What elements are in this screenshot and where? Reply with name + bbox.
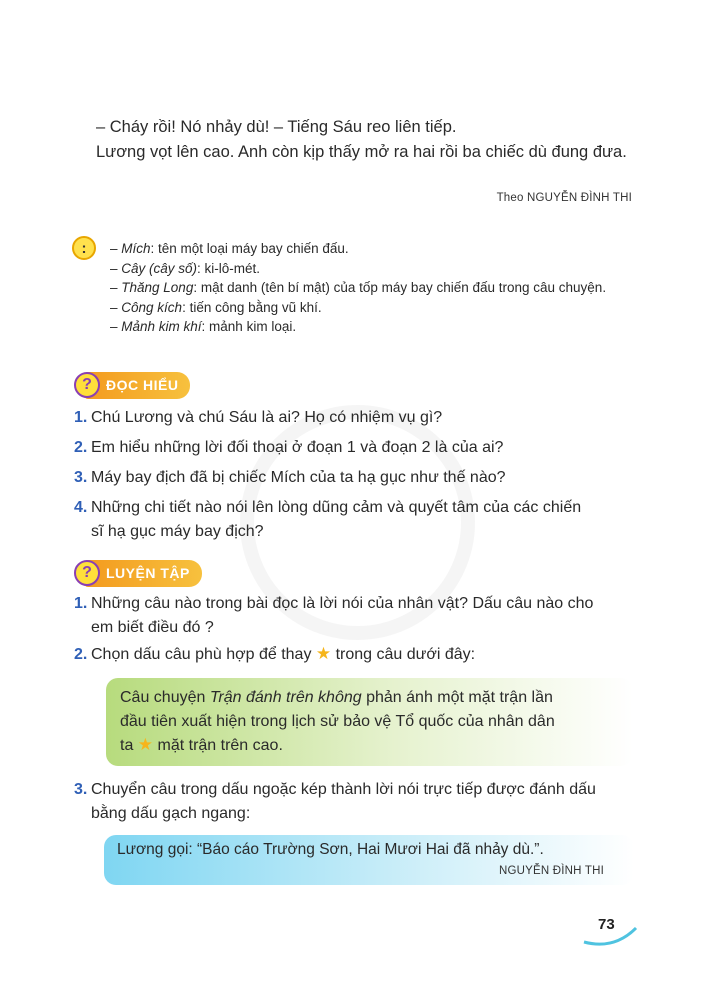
doc-hieu-questions <box>74 406 636 544</box>
exercise-sentence: Câu chuyện Trận đánh trên không phản ánh một mặt trận lần đầu tiên xuất hiện trong lịch sử bảo vệ Tổ quốc của nhân dân ta ★ mặt trận trên cao. <box>120 689 555 754</box>
question-item: 3. Máy bay địch đã bị chiếc Mích của ta hạ gục như thế nào? <box>74 469 506 486</box>
question-mark-icon: ? <box>74 560 100 586</box>
luyen-tap-question-3: 3. Chuyển câu trong dấu ngoặc kép thành lời nói trực tiếp được đánh dấu bằng dấu gạch ngang: <box>74 781 596 822</box>
quote-sentence: Lương gọi: “Báo cáo Trường Sơn, Hai Mươi Hai đã nhảy dù.”. <box>117 841 544 858</box>
note-item: – Công kích: tiến công bằng vũ khí. <box>110 299 322 315</box>
question-item: 2. Em hiểu những lời đối thoại ở đoạn 1 và đoạn 2 là của ai? <box>74 439 504 456</box>
story-text <box>74 116 634 163</box>
section-title: ĐỌC HIỂU <box>106 377 179 393</box>
question-item: 1. Chú Lương và chú Sáu là ai? Họ có nhiệm vụ gì? <box>74 409 443 426</box>
section-title: LUYỆN TẬP <box>106 565 190 581</box>
star-icon: ★ <box>315 644 332 663</box>
star-icon: ★ <box>137 735 154 754</box>
luyen-tap-question-2: 2. Chọn dấu câu phù hợp để thay ★ trong câu dưới đây: <box>74 644 476 663</box>
note-item: – Mích: tên một loại máy bay chiến đấu. <box>110 241 349 256</box>
quote-author: NGUYỄN ĐÌNH THI <box>498 865 604 877</box>
colon-note-icon: : <box>72 236 96 260</box>
note-item: – Cây (cây số): ki-lô-mét. <box>110 260 261 276</box>
note-item: – Thăng Long: mật danh (tên bí mật) của tốp máy bay chiến đấu trong câu chuyện. <box>110 280 607 296</box>
question-item: 4. Những chi tiết nào nói lên lòng dũng cảm và quyết tâm của các chiến sĩ hạ gục máy bay địch? <box>74 499 582 540</box>
story-line-2: Lương vọt lên cao. Anh còn kịp thấy mở ra hai rồi ba chiếc dù đung đưa. <box>96 143 627 161</box>
story-line-1: – Cháy rồi! Nó nhảy dù! – Tiếng Sáu reo liên tiếp. <box>96 118 457 136</box>
luyen-tap-question-1: 1. Những câu nào trong bài đọc là lời nói của nhân vật? Dấu câu nào cho em biết điều đó ? <box>74 595 594 636</box>
vocabulary-notes <box>110 239 632 337</box>
question-mark-icon: ? <box>74 372 100 398</box>
story-attribution: Theo NGUYỄN ĐÌNH THI <box>496 192 632 204</box>
note-item: – Mảnh kim khí: mảnh kim loại. <box>110 319 297 335</box>
page-number: 73 <box>598 916 615 933</box>
section-header-luyen-tap <box>84 560 202 587</box>
